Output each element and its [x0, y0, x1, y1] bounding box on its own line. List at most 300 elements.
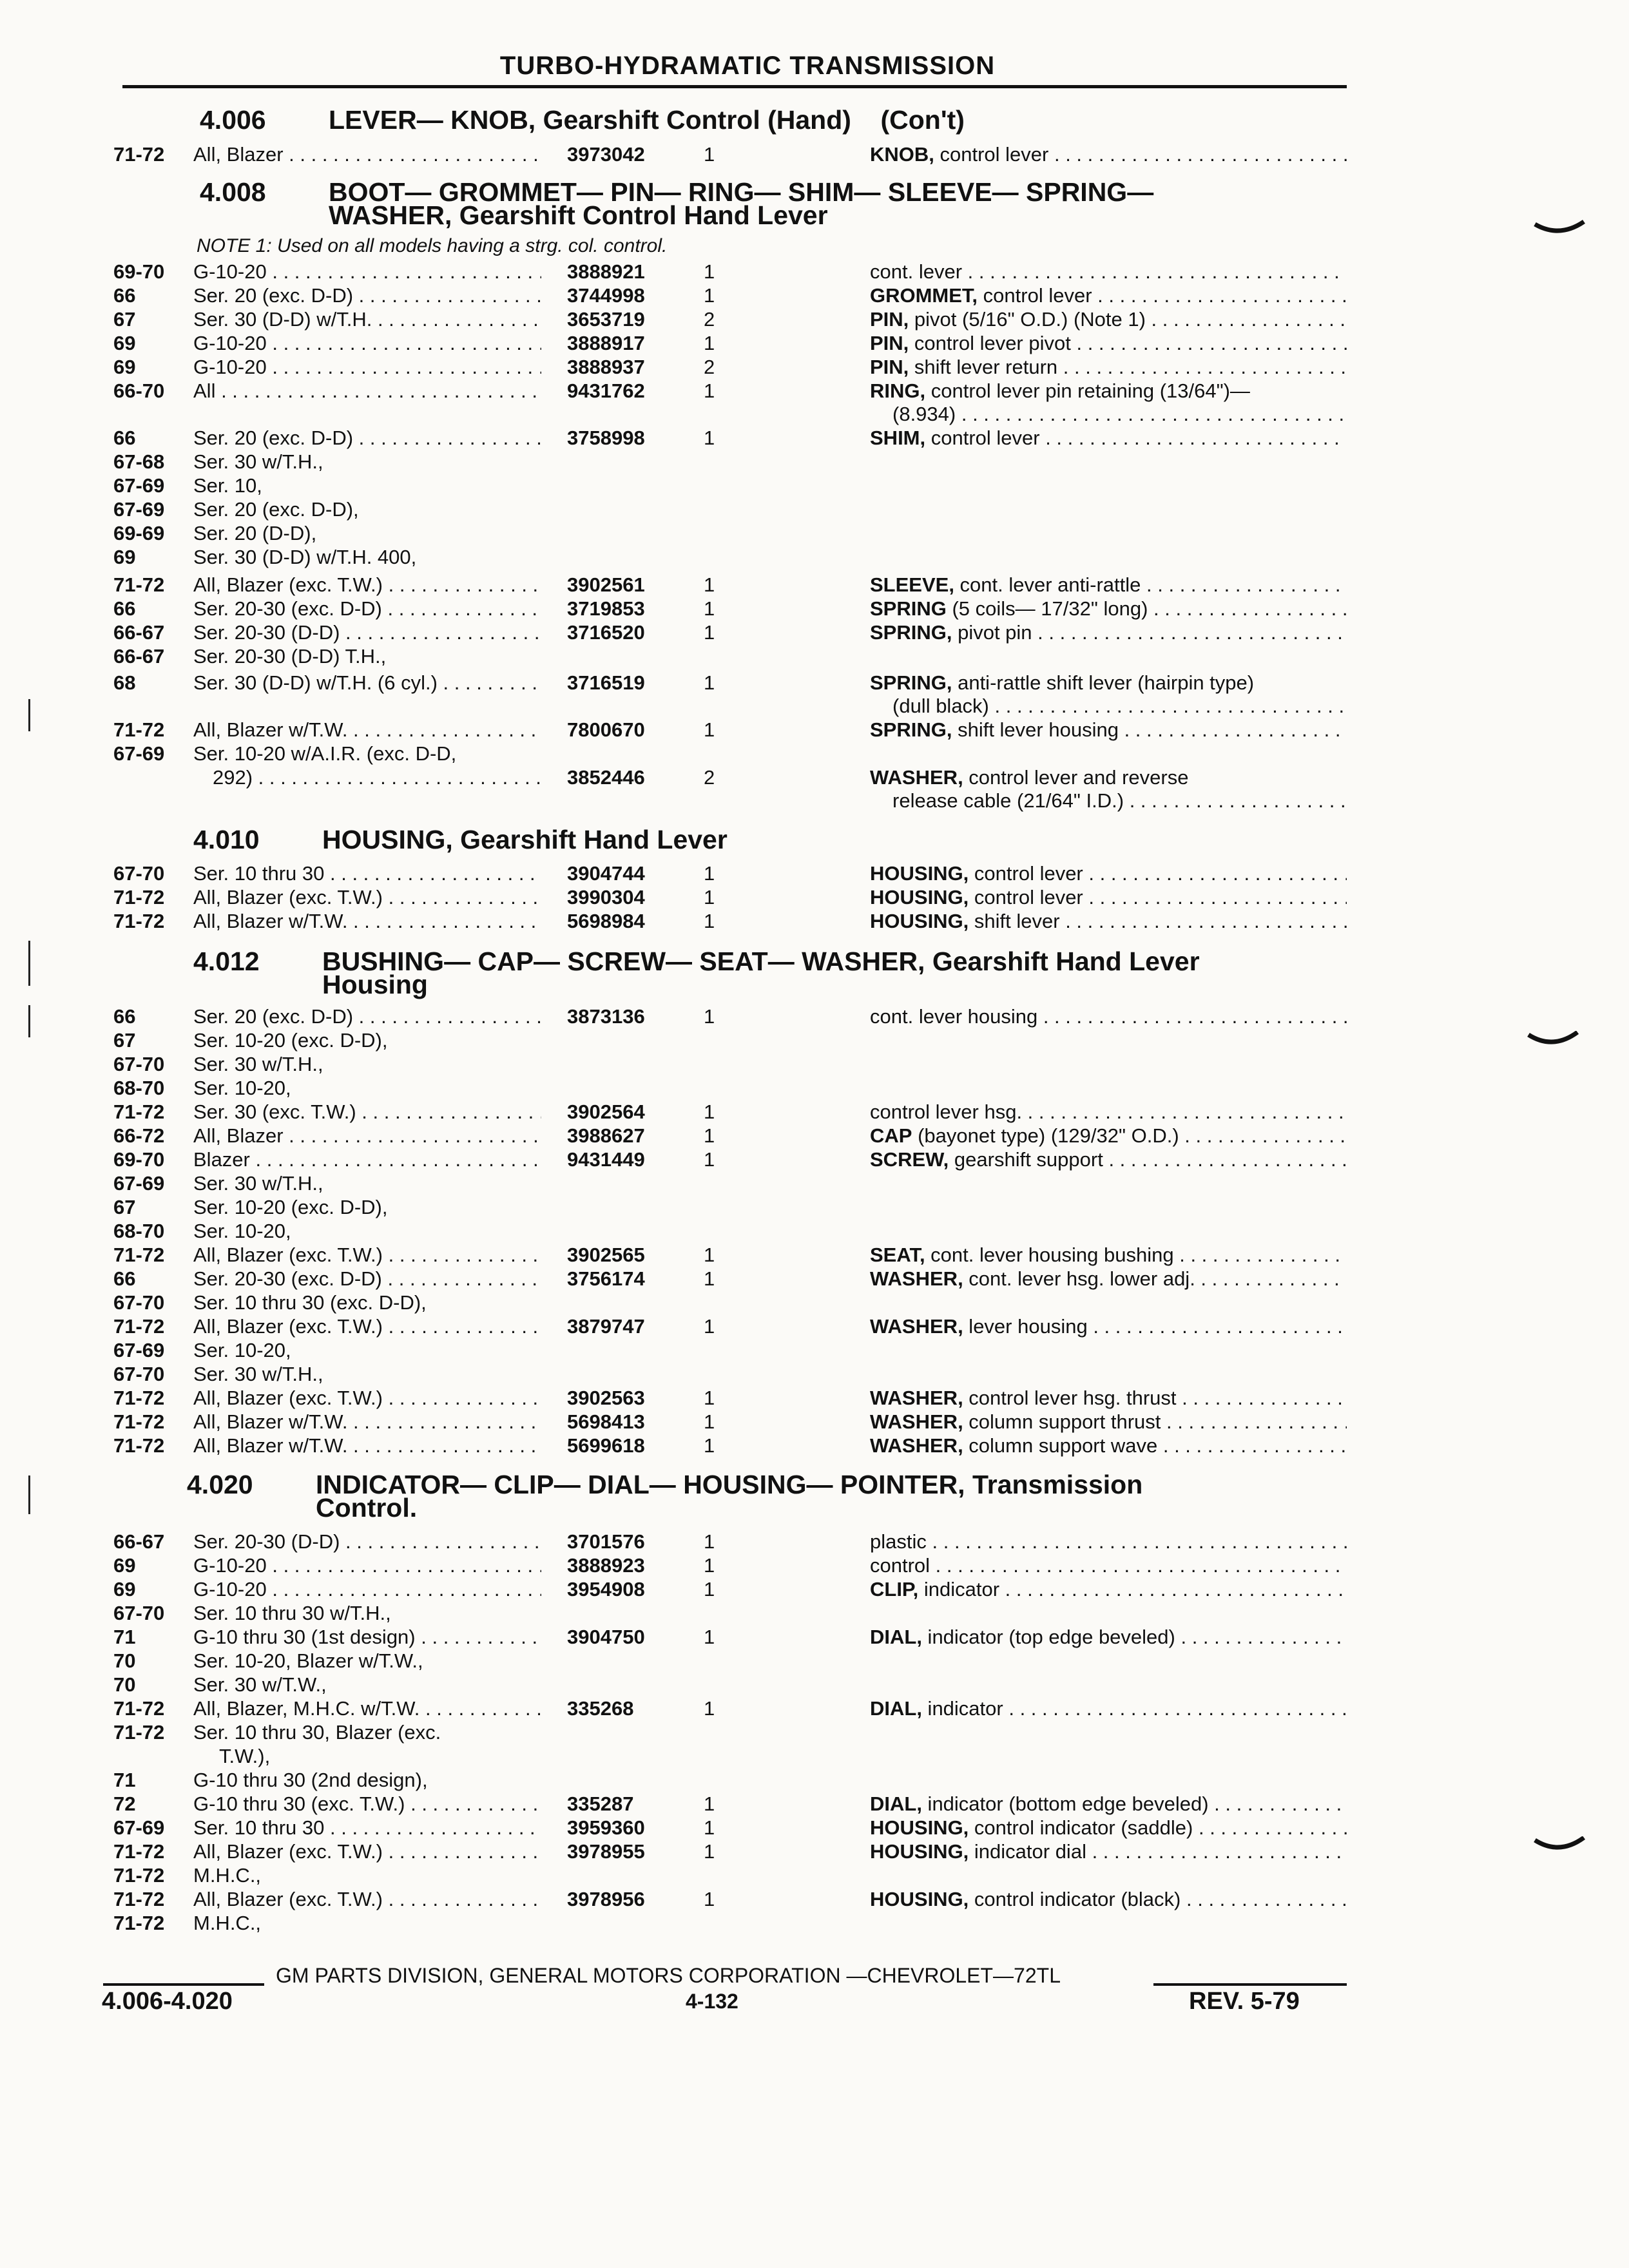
model-years: 71: [113, 1626, 136, 1648]
model-years: 71-72: [113, 1100, 165, 1123]
application: All, Blazer (exc. T.W.) . . .: [193, 573, 541, 597]
part-number: 335287: [567, 1792, 634, 1815]
application: Ser. 30 w/T.H.,: [193, 1363, 323, 1385]
part-name: WASHER,: [870, 1267, 963, 1290]
application: Ser. 20-30 (D-D) . . .: [193, 1530, 541, 1553]
part-description: [870, 1148, 1347, 1171]
part-description: [870, 1124, 1347, 1148]
quantity: 1: [704, 1888, 715, 1910]
quantity: 1: [704, 1816, 715, 1839]
model-years: 71-72: [113, 1697, 165, 1720]
model-years: 68-70: [113, 1220, 165, 1242]
part-name: PIN,: [870, 356, 909, 378]
part-description: [870, 1434, 1347, 1457]
quantity: 1: [704, 1315, 715, 1338]
application: Ser. 10 thru 30 (exc. D-D),: [193, 1291, 427, 1314]
binder-hole-mark-icon: [1534, 219, 1585, 245]
part-detail: shift lever: [969, 910, 1060, 932]
application: Ser. 10 thru 30 w/T.H.,: [193, 1602, 391, 1624]
part-name: WASHER,: [870, 1315, 963, 1338]
model-years: 70: [113, 1673, 136, 1696]
part-description: [870, 718, 1347, 742]
application: Ser. 30 (exc. T.W.) . . .: [193, 1100, 541, 1124]
application: All, Blazer (exc. T.W.) . . .: [193, 1387, 541, 1410]
part-detail: shift lever return: [909, 356, 1058, 378]
part-detail: lever housing: [963, 1315, 1088, 1338]
section-title: INDICATOR— CLIP— DIAL— HOUSING— POINTER, Transmission: [316, 1470, 1143, 1499]
model-years: 67-69: [113, 474, 165, 497]
binder-hole-mark-icon: [1527, 1031, 1579, 1057]
model-years: 66-67: [113, 645, 165, 668]
part-description: [870, 573, 1347, 597]
part-number: 3701576: [567, 1530, 645, 1553]
part-description: [870, 1005, 1347, 1028]
model-years: 67: [113, 1196, 136, 1218]
part-detail: control lever: [969, 862, 1083, 885]
application: Ser. 30 (D-D) w/T.H. . . .: [193, 308, 541, 331]
quantity: 1: [704, 1840, 715, 1863]
part-number: 3988627: [567, 1124, 645, 1147]
section-number: 4.020: [187, 1470, 253, 1499]
part-number: 3879747: [567, 1315, 645, 1338]
application: All, Blazer (exc. T.W.) . . .: [193, 1840, 541, 1863]
model-years: 66-67: [113, 1530, 165, 1553]
section-number: 4.010: [193, 825, 260, 854]
model-years: 71-72: [113, 910, 165, 932]
part-description: [870, 862, 1347, 885]
part-name: WASHER,: [870, 1410, 963, 1433]
part-description: [870, 1816, 1347, 1840]
section-title: BUSHING— CAP— SCREW— SEAT— WASHER, Gearshift Hand Lever: [322, 947, 1200, 976]
part-name: SPRING: [870, 597, 947, 620]
part-description: [870, 380, 1347, 403]
part-number: 3716520: [567, 621, 645, 644]
quantity: 1: [704, 910, 715, 932]
application: Ser. 10-20 (exc. D-D),: [193, 1196, 388, 1218]
part-number: 3756174: [567, 1267, 645, 1290]
part-number: 5699618: [567, 1434, 645, 1457]
part-description: [870, 1697, 1347, 1720]
model-years: 67-69: [113, 1172, 165, 1195]
application: All, Blazer (exc. T.W.) . . .: [193, 1888, 541, 1911]
quantity: 1: [704, 1697, 715, 1720]
part-detail: control indicator (black): [969, 1888, 1181, 1910]
section-number: 4.012: [193, 947, 260, 976]
part-name: RING,: [870, 380, 926, 402]
part-description: [870, 910, 1347, 933]
quantity: 1: [704, 284, 715, 307]
part-name: HOUSING,: [870, 1840, 969, 1863]
part-detail: control lever pin retaining (13/64")—: [925, 380, 1250, 402]
part-detail: column support wave: [963, 1434, 1158, 1457]
quantity: 1: [704, 427, 715, 449]
application: Ser. 20-30 (exc. D-D) . . .: [193, 597, 541, 620]
quantity: 2: [704, 766, 715, 789]
part-number: 5698413: [567, 1410, 645, 1433]
header-rule: [122, 85, 1347, 88]
part-description: [870, 1530, 1347, 1553]
part-name: DIAL,: [870, 1792, 922, 1815]
model-years: 67-69: [113, 742, 165, 765]
model-years: 71-72: [113, 1888, 165, 1910]
part-detail: indicator: [921, 1697, 1003, 1720]
model-years: 66: [113, 1005, 136, 1028]
part-number: 3744998: [567, 284, 645, 307]
row-continuation: (8.934) . . .: [892, 403, 1347, 426]
application: G-10-20 . . .: [193, 332, 541, 355]
application: G-10-20 . . .: [193, 1578, 541, 1601]
part-description: [870, 1100, 1347, 1124]
model-years: 71-72: [113, 1840, 165, 1863]
quantity: 2: [704, 308, 715, 331]
part-detail: control indicator (saddle): [969, 1816, 1193, 1839]
application: Ser. 20 (exc. D-D),: [193, 498, 359, 521]
application: Ser. 10-20 w/A.I.R. (exc. D-D,: [193, 742, 457, 765]
model-years: 71-72: [113, 1387, 165, 1409]
model-years: 71-72: [113, 1721, 165, 1744]
footer-section-range: 4.006-4.020: [102, 1988, 233, 2015]
part-name: SPRING,: [870, 671, 952, 694]
part-detail: column support thrust: [963, 1410, 1161, 1433]
part-number: 3716519: [567, 671, 645, 694]
model-years: 67-69: [113, 498, 165, 521]
part-number: 3990304: [567, 886, 645, 908]
application: Ser. 30 (D-D) w/T.H. (6 cyl.) . . .: [193, 671, 541, 695]
application: All, Blazer (exc. T.W.) . . .: [193, 1244, 541, 1267]
quantity: 1: [704, 380, 715, 402]
application: Ser. 20 (exc. D-D) . . .: [193, 427, 541, 450]
model-years: 66: [113, 1267, 136, 1290]
quantity: 1: [704, 1387, 715, 1409]
model-years: 71-72: [113, 573, 165, 596]
model-years: 67-70: [113, 1291, 165, 1314]
section-title: LEVER— KNOB, Gearshift Control (Hand) (Con't): [329, 105, 965, 135]
part-description: [870, 621, 1347, 644]
part-name: DIAL,: [870, 1697, 922, 1720]
section-title-line2: WASHER, Gearshift Control Hand Lever: [329, 200, 828, 230]
quantity: 1: [704, 862, 715, 885]
model-years: 71-72: [113, 143, 165, 166]
binder-hole-mark-icon: [1534, 1836, 1585, 1862]
model-years: 66: [113, 597, 136, 620]
quantity: 1: [704, 260, 715, 283]
model-years: 72: [113, 1792, 136, 1815]
application: All, Blazer w/T.W. . . .: [193, 1410, 541, 1434]
model-years: 71-72: [113, 1864, 165, 1887]
page-title: TURBO-HYDRAMATIC TRANSMISSION: [499, 52, 996, 80]
application: Ser. 10 thru 30 . . .: [193, 1816, 541, 1840]
part-number: 3888917: [567, 332, 645, 354]
part-detail: cont. lever housing bushing: [925, 1244, 1174, 1266]
part-number: 9431762: [567, 380, 645, 402]
part-detail: control lever: [978, 284, 1092, 307]
model-years: 67-70: [113, 862, 165, 885]
part-number: 3902564: [567, 1100, 645, 1123]
quantity: 1: [704, 573, 715, 596]
part-name: CLIP,: [870, 1578, 919, 1600]
model-years: 67: [113, 1029, 136, 1052]
margin-tick-mark: [28, 1475, 30, 1514]
part-detail: control lever: [925, 427, 1040, 449]
model-years: 67: [113, 308, 136, 331]
part-detail: anti-rattle shift lever (hairpin type): [952, 671, 1255, 694]
part-description: [870, 284, 1347, 307]
application: Ser. 30 w/T.H.,: [193, 1053, 323, 1075]
model-years: 69: [113, 1554, 136, 1577]
application: Ser. 10-20 (exc. D-D),: [193, 1029, 388, 1052]
part-name: KNOB,: [870, 143, 934, 166]
part-detail: cont. lever anti-rattle: [954, 573, 1141, 596]
part-number: 335268: [567, 1697, 634, 1720]
part-description: [870, 1267, 1347, 1291]
part-description: [870, 1387, 1347, 1410]
model-years: 69: [113, 356, 136, 378]
application: Ser. 10 thru 30 . . .: [193, 862, 541, 885]
model-years: 67-68: [113, 450, 165, 473]
application: Ser. 30 w/T.H.,: [193, 450, 323, 473]
part-detail: shift lever housing: [952, 718, 1119, 741]
part-detail: cont. lever housing: [870, 1005, 1038, 1028]
part-name: SEAT,: [870, 1244, 925, 1266]
part-name: DIAL,: [870, 1626, 922, 1648]
model-years: 71-72: [113, 1912, 165, 1934]
quantity: 1: [704, 143, 715, 166]
quantity: 1: [704, 1267, 715, 1290]
model-years: 69-70: [113, 1148, 165, 1171]
part-name: WASHER,: [870, 1434, 963, 1457]
quantity: 1: [704, 1005, 715, 1028]
part-description: [870, 766, 1347, 789]
application: T.W.),: [219, 1745, 271, 1767]
application: G-10-20 . . .: [193, 356, 541, 379]
quantity: 1: [704, 1410, 715, 1433]
part-detail: gearshift support: [949, 1148, 1103, 1171]
part-detail: control lever and reverse: [963, 766, 1189, 789]
application: Ser. 20-30 (exc. D-D) . . .: [193, 1267, 541, 1291]
part-description: [870, 886, 1347, 909]
application: Ser. 20 (exc. D-D) . . .: [193, 284, 541, 307]
part-number: 5698984: [567, 910, 645, 932]
row-continuation: release cable (21/64" I.D.) . . .: [892, 789, 1347, 812]
quantity: 1: [704, 1530, 715, 1553]
part-number: 3888923: [567, 1554, 645, 1577]
quantity: 1: [704, 671, 715, 694]
part-description: [870, 143, 1347, 166]
model-years: 71-72: [113, 1434, 165, 1457]
section-title-line2: Housing: [322, 970, 428, 999]
revision-label: REV. 5-79: [1189, 1988, 1300, 2015]
part-name: HOUSING,: [870, 886, 969, 908]
part-detail: plastic: [870, 1530, 927, 1553]
model-years: 67-70: [113, 1053, 165, 1075]
model-years: 71: [113, 1769, 136, 1791]
model-years: 71-72: [113, 1244, 165, 1266]
quantity: 1: [704, 1244, 715, 1266]
quantity: 1: [704, 1124, 715, 1147]
part-description: [870, 1554, 1347, 1577]
part-description: [870, 427, 1347, 450]
part-number: 3888921: [567, 260, 645, 283]
application: G-10 thru 30 (1st design) . . .: [193, 1626, 541, 1649]
model-years: 71-72: [113, 718, 165, 741]
part-number: 3973042: [567, 143, 645, 166]
model-years: 66-67: [113, 621, 165, 644]
part-description: [870, 1578, 1347, 1601]
part-name: CAP: [870, 1124, 912, 1147]
part-detail: cont. lever hsg. lower adj.: [963, 1267, 1195, 1290]
part-name: SPRING,: [870, 621, 952, 644]
part-name: SPRING,: [870, 718, 952, 741]
part-name: SHIM,: [870, 427, 926, 449]
part-detail: control lever: [969, 886, 1083, 908]
part-name: GROMMET,: [870, 284, 978, 307]
footer-rule-right: [1153, 1983, 1347, 1986]
quantity: 1: [704, 332, 715, 354]
part-description: [870, 1888, 1347, 1911]
model-years: 71-72: [113, 1315, 165, 1338]
part-number: 9431449: [567, 1148, 645, 1171]
section-note: NOTE 1: Used on all models having a strg. col. control.: [197, 235, 668, 256]
part-number: 3852446: [567, 766, 645, 789]
part-description: [870, 308, 1347, 331]
part-detail: (5 coils— 17/32" long): [946, 597, 1148, 620]
part-detail: control: [870, 1554, 930, 1577]
part-name: PIN,: [870, 308, 909, 331]
part-number: 3758998: [567, 427, 645, 449]
part-name: SLEEVE,: [870, 573, 954, 596]
margin-tick-mark: [28, 1005, 30, 1037]
part-description: [870, 1792, 1347, 1816]
model-years: 71-72: [113, 886, 165, 908]
row-continuation: (dull black) . . .: [892, 695, 1347, 718]
part-description: [870, 1626, 1347, 1649]
application: Ser. 10-20,: [193, 1220, 291, 1242]
model-years: 66-72: [113, 1124, 165, 1147]
part-name: HOUSING,: [870, 1816, 969, 1839]
part-detail: pivot (5/16" O.D.) (Note 1): [909, 308, 1146, 331]
section-title: HOUSING, Gearshift Hand Lever: [322, 825, 728, 854]
application: All, Blazer w/T.W. . . .: [193, 718, 541, 742]
quantity: 1: [704, 1434, 715, 1457]
quantity: 1: [704, 1626, 715, 1648]
part-number: 3888937: [567, 356, 645, 378]
part-description: [870, 260, 1347, 284]
model-years: 69: [113, 332, 136, 354]
part-description: [870, 356, 1347, 379]
part-number: 3904744: [567, 862, 645, 885]
part-number: 3978955: [567, 1840, 645, 1863]
part-name: SCREW,: [870, 1148, 949, 1171]
part-detail: indicator (bottom edge beveled): [921, 1792, 1209, 1815]
quantity: 1: [704, 718, 715, 741]
part-detail: control lever hsg.: [870, 1100, 1023, 1123]
part-detail: indicator (top edge beveled): [921, 1626, 1175, 1648]
part-description: [870, 597, 1347, 620]
part-number: 3653719: [567, 308, 645, 331]
part-detail: cont. lever: [870, 260, 963, 283]
part-number: 7800670: [567, 718, 645, 741]
model-years: 68: [113, 671, 136, 694]
section-title-line2: Control.: [316, 1493, 418, 1523]
part-detail: indicator: [918, 1578, 1000, 1600]
quantity: 2: [704, 356, 715, 378]
part-number: 3978956: [567, 1888, 645, 1910]
model-years: 69-70: [113, 260, 165, 283]
application: Ser. 10-20, Blazer w/T.W.,: [193, 1649, 423, 1672]
part-number: 3904750: [567, 1626, 645, 1648]
quantity: 1: [704, 621, 715, 644]
application: All, Blazer (exc. T.W.) . . .: [193, 886, 541, 909]
model-years: 70: [113, 1649, 136, 1672]
part-name: WASHER,: [870, 1387, 963, 1409]
quantity: 1: [704, 1578, 715, 1600]
quantity: 1: [704, 1100, 715, 1123]
part-number: 3902561: [567, 573, 645, 596]
application: Ser. 20 (exc. D-D) . . .: [193, 1005, 541, 1028]
margin-tick-mark: [28, 699, 30, 731]
application: M.H.C.,: [193, 1912, 262, 1934]
application: Ser. 10-20,: [193, 1077, 291, 1099]
model-years: 71-72: [113, 1410, 165, 1433]
model-years: 69: [113, 1578, 136, 1600]
application: Ser. 30 w/T.H.,: [193, 1172, 323, 1195]
part-number: 3719853: [567, 597, 645, 620]
model-years: 67-70: [113, 1602, 165, 1624]
footer-corporation: GM PARTS DIVISION, GENERAL MOTORS CORPORATION —CHEVROLET—72TL: [276, 1964, 1061, 1987]
application: G-10-20 . . .: [193, 260, 541, 284]
model-years: 66: [113, 284, 136, 307]
part-number: 3959360: [567, 1816, 645, 1839]
model-years: 67-69: [113, 1816, 165, 1839]
part-name: HOUSING,: [870, 1888, 969, 1910]
margin-tick-mark: [28, 941, 30, 986]
part-description: [870, 1840, 1347, 1863]
application: Ser. 10-20,: [193, 1339, 291, 1361]
application: All, Blazer w/T.W. . . .: [193, 1434, 541, 1457]
application: All . . .: [193, 380, 541, 403]
model-years: 67-70: [113, 1363, 165, 1385]
application: Ser. 20-30 (D-D) T.H.,: [193, 645, 387, 668]
application: Ser. 20 (D-D),: [193, 522, 317, 544]
quantity: 1: [704, 1554, 715, 1577]
application: All, Blazer, M.H.C. w/T.W. . . .: [193, 1697, 541, 1720]
part-detail: control lever pivot: [909, 332, 1071, 354]
quantity: 1: [704, 1792, 715, 1815]
application: All, Blazer . . .: [193, 1124, 541, 1148]
application: All, Blazer w/T.W. . . .: [193, 910, 541, 933]
application: 292) . . .: [213, 766, 541, 789]
application: Ser. 10,: [193, 474, 262, 497]
application: G-10 thru 30 (exc. T.W.) . . .: [193, 1792, 541, 1816]
part-detail: (bayonet type) (129/32" O.D.): [912, 1124, 1179, 1147]
application: Blazer . . .: [193, 1148, 541, 1171]
application: Ser. 20-30 (D-D) . . .: [193, 621, 541, 644]
quantity: 1: [704, 1148, 715, 1171]
model-years: 68-70: [113, 1077, 165, 1099]
part-name: HOUSING,: [870, 910, 969, 932]
part-number: 3902565: [567, 1244, 645, 1266]
part-description: [870, 1410, 1347, 1434]
model-years: 67-69: [113, 1339, 165, 1361]
part-detail: control lever hsg. thrust: [963, 1387, 1177, 1409]
part-number: 3873136: [567, 1005, 645, 1028]
page-number: 4-132: [686, 1990, 738, 2013]
section-number: 4.008: [200, 177, 266, 207]
part-description: [870, 1244, 1347, 1267]
part-name: HOUSING,: [870, 862, 969, 885]
quantity: 1: [704, 886, 715, 908]
section-title: BOOT— GROMMET— PIN— RING— SHIM— SLEEVE— SPRING—: [329, 177, 1154, 207]
